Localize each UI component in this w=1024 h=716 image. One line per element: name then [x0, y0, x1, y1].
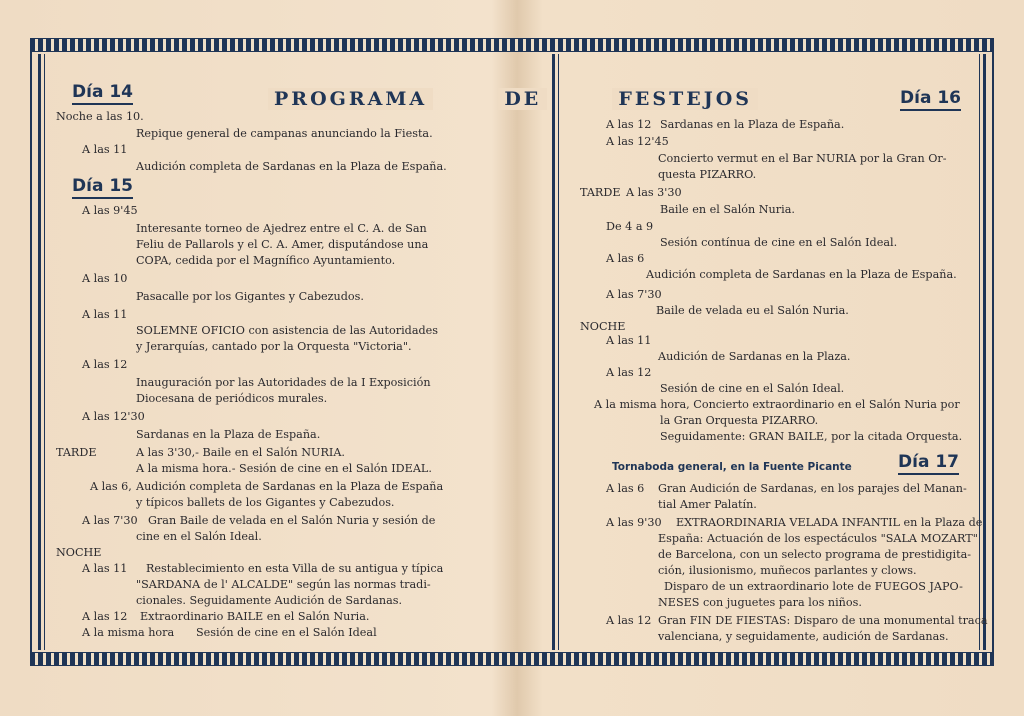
time-label: A las 7'30 — [606, 288, 662, 301]
time-label: A las 6 — [606, 482, 645, 495]
program-line: tial Amer Palatín. — [658, 498, 757, 511]
time-label: A las 9'30 — [606, 516, 662, 529]
program-line: Gran Audición de Sardanas, en los parajes del Manan- — [658, 482, 967, 495]
program-line: España: Actuación de los espectáculos "SALA MOZART" — [658, 532, 978, 545]
program-line: Extraordinario BAILE en el Salón Nuria. — [140, 610, 370, 623]
tornaboda-label: Tornaboda general, en la Fuente Picante — [612, 461, 852, 473]
program-line: Sardanas en la Plaza de España. — [136, 428, 321, 441]
time-label: A las 12 — [82, 610, 128, 623]
program-line: A las 11 — [82, 143, 128, 156]
program-line: Sesión de cine en el Salón Ideal. — [660, 382, 845, 395]
program-line: Baile en el Salón Nuria. — [660, 203, 795, 216]
time-label: A las 11 — [82, 562, 128, 575]
center-divider — [552, 54, 555, 650]
day-16-heading: Día 16 — [900, 88, 961, 111]
program-line: Seguidamente: GRAN BAILE, por la citada Orquesta. — [660, 430, 963, 443]
program-line: COPA, cedida por el Magnífico Ayuntamiento. — [136, 254, 396, 267]
program-line: "SARDANA de l' ALCALDE" según las normas tradi- — [136, 578, 431, 591]
program-line: A las 3'30,- Baile en el Salón NURIA. — [136, 446, 345, 459]
program-line: Sesión contínua de cine en el Salón Ideal. — [660, 236, 898, 249]
section-label: TARDE — [56, 446, 97, 459]
program-line: Gran Baile de velada en el Salón Nuria y sesión de — [148, 514, 436, 527]
program-line: Pasacalle por los Gigantes y Cabezudos. — [136, 290, 364, 303]
time-label: A las 7'30 — [82, 514, 138, 527]
program-line: Restablecimiento en esta Villa de su antigua y típica — [146, 562, 444, 575]
time-label: A las 12 — [606, 366, 652, 379]
program-line: Baile de velada eu el Salón Nuria. — [656, 304, 849, 317]
section-label: TARDE — [580, 186, 621, 199]
border-left-inner — [44, 54, 45, 650]
time-label: A las 12 — [606, 614, 652, 627]
time-label: A las 6 — [606, 252, 645, 265]
program-line: Audición de Sardanas en la Plaza. — [658, 350, 851, 363]
program-line: questa PIZARRO. — [658, 168, 757, 181]
program-line: Sardanas en la Plaza de España. — [660, 118, 845, 131]
time-label: De 4 a 9 — [606, 220, 654, 233]
program-line: Audición completa de Sardanas en la Plaza de España. — [646, 268, 957, 281]
time-label: A las 12 — [606, 118, 652, 131]
title-word: PROGRAMA — [268, 88, 433, 110]
program-line: y Jerarquías, cantado por la Orquesta "Victoria". — [136, 340, 412, 353]
program-line: Diocesana de periódicos murales. — [136, 392, 328, 405]
section-label: NOCHE — [580, 320, 626, 333]
program-line: EXTRAORDINARIA VELADA INFANTIL en la Plaza de — [676, 516, 983, 529]
time-label: A la misma hora — [82, 626, 175, 639]
program-line: Sesión de cine en el Salón Ideal — [196, 626, 377, 639]
program-line: valenciana, y seguidamente, audición de Sardanas. — [658, 630, 949, 643]
program-line: Disparo de un extraordinario lote de FUEGOS JAPO- — [664, 580, 963, 593]
program-line: Audición completa de Sardanas en la Plaza de España — [136, 480, 444, 493]
program-line: Gran FIN DE FIESTAS: Disparo de una monumental traca — [658, 614, 988, 627]
title-word: DE — [498, 88, 547, 110]
time-label: A las 12'45 — [606, 135, 669, 148]
program-line: y típicos ballets de los Gigantes y Cabezudos. — [136, 496, 395, 509]
program-line: A la misma hora.- Sesión de cine en el Salón IDEAL. — [136, 462, 432, 475]
time-label: A las 9'45 — [82, 204, 138, 217]
program-line: cionales. Seguidamente Audición de Sardanas. — [136, 594, 403, 607]
page-title — [268, 88, 758, 110]
decorative-border-top — [30, 38, 994, 52]
program-line: Repique general de campanas anunciando la Fiesta. — [136, 127, 433, 140]
border-left — [38, 54, 41, 650]
program-line: cine en el Salón Ideal. — [136, 530, 262, 543]
day-17-heading: Día 17 — [898, 452, 959, 475]
program-line: Inauguración por las Autoridades de la I Exposición — [136, 376, 431, 389]
time-label: A las 11 — [82, 308, 128, 321]
program-line: NESES con juguetes para los niños. — [658, 596, 862, 609]
section-label: NOCHE — [56, 546, 102, 559]
program-line: de Barcelona, con un selecto programa de prestidigita- — [658, 548, 972, 561]
decorative-border-bottom — [30, 652, 994, 666]
program-line: ción, ilusionismo, muñecos parlantes y clows. — [658, 564, 917, 577]
time-label: A las 12 — [82, 358, 128, 371]
border-right-inner — [979, 54, 980, 650]
title-word: FESTEJOS — [612, 88, 758, 110]
time-label: A las 12'30 — [82, 410, 145, 423]
time-label: A las 10 — [82, 272, 128, 285]
program-line: Noche a las 10. — [56, 110, 144, 123]
program-line: Audición completa de Sardanas en la Plaza de España. — [136, 160, 447, 173]
border-right — [983, 54, 986, 650]
center-divider-inner — [558, 54, 559, 650]
program-line: Feliu de Pallarols y el C. A. Amer, disputándose una — [136, 238, 429, 251]
day-14-heading: Día 14 — [72, 82, 133, 105]
program-line: Concierto vermut en el Bar NURIA por la Gran Or- — [658, 152, 947, 165]
time-label: A las 3'30 — [626, 186, 682, 199]
program-line: A la misma hora, Concierto extraordinario en el Salón Nuria por — [594, 398, 960, 411]
program-line: la Gran Orquesta PIZARRO. — [660, 414, 819, 427]
time-label: A las 6, — [90, 480, 132, 493]
program-line: SOLEMNE OFICIO con asistencia de las Autoridades — [136, 324, 439, 337]
day-15-heading: Día 15 — [72, 176, 133, 199]
time-label: A las 11 — [606, 334, 652, 347]
program-line: Interesante torneo de Ajedrez entre el C. A. de San — [136, 222, 427, 235]
